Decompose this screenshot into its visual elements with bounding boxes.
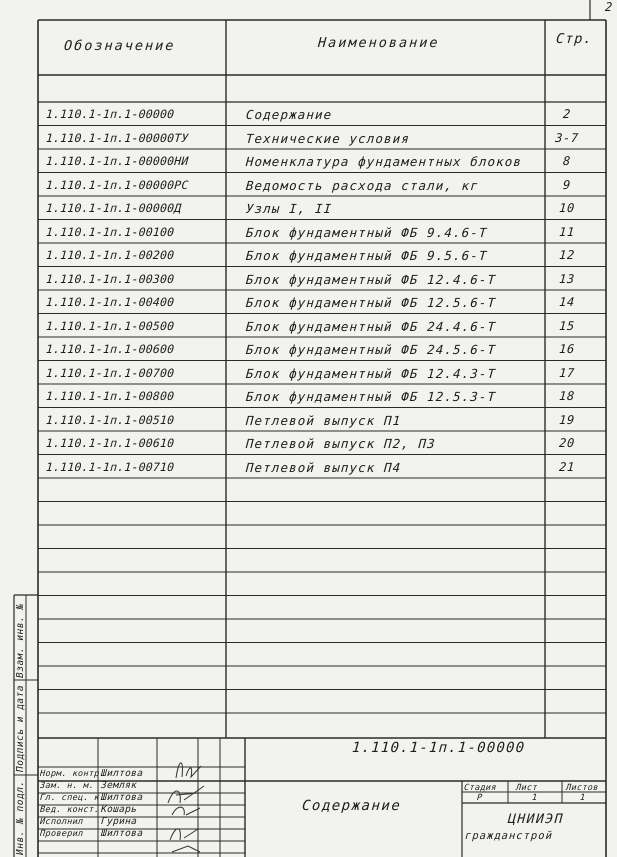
row-page: 3-7	[554, 130, 580, 145]
row-code: 1.110.1-1п.1-00610	[45, 436, 175, 450]
signatory-role: Норм. контр.	[39, 769, 106, 779]
row-page: 21	[558, 459, 576, 474]
header-name: Наименование	[317, 35, 441, 51]
row-page: 10	[558, 201, 576, 215]
row-code: 1.110.1-1п.1-00600	[45, 342, 175, 356]
row-page: 2	[562, 107, 572, 121]
signatory-role: Вед. конст.	[39, 805, 100, 815]
row-code: 1.110.1-1п.1-00300	[45, 271, 175, 286]
row-page: 15	[558, 318, 576, 333]
row-name: Блок фундаментный ФБ 12.5.6-Т	[245, 295, 497, 310]
sheet-label: Лист	[515, 783, 539, 793]
row-code: 1.110.1-1п.1-00000ТУ	[45, 130, 189, 145]
row-page: 8	[562, 154, 572, 168]
document-title: Содержание	[301, 798, 402, 814]
row-code: 1.110.1-1п.1-00000РС	[45, 177, 189, 192]
side-vzam-inv: Взам. инв. №	[15, 603, 26, 678]
row-page: 20	[558, 436, 576, 450]
row-page: 9	[562, 177, 572, 192]
document-code: 1.110.1-1п.1-00000	[351, 740, 526, 756]
row-page: 11	[558, 224, 576, 239]
row-name: Блок фундаментный ФБ 24.4.6-Т	[245, 318, 497, 334]
row-code: 1.110.1-1п.1-00800	[45, 389, 175, 403]
row-name: Блок фундаментный ФБ 24.5.6-Т	[245, 342, 497, 357]
signatory-role: Гл. спец. к.	[39, 793, 106, 803]
row-page: 12	[558, 248, 576, 262]
signatory-name: Шилтова	[100, 768, 144, 779]
org-sub: гражданстрой	[464, 830, 554, 842]
row-name: Технические условия	[245, 130, 411, 146]
row-code: 1.110.1-1п.1-00000Д	[45, 201, 182, 215]
row-page: 14	[558, 295, 576, 309]
side-podpis-data: Подпись и дата	[15, 684, 26, 772]
signatory-name: Кошарь	[100, 804, 138, 815]
row-name: Ведомость расхода стали, кг	[245, 177, 480, 193]
signatory-name: Земляк	[100, 780, 138, 791]
row-code: 1.110.1-1п.1-00700	[45, 365, 175, 380]
row-code: 1.110.1-1п.1-00000	[45, 107, 175, 121]
row-code: 1.110.1-1п.1-00000НИ	[45, 154, 189, 168]
header-designation: Обозначение	[63, 38, 176, 54]
row-name: Содержание	[245, 107, 333, 122]
row-name: Блок фундаментный ФБ 9.4.6-Т	[245, 224, 489, 240]
signatory-name: Шилтова	[100, 792, 144, 803]
signatory-name: Шилтова	[100, 828, 144, 839]
row-page: 17	[558, 365, 576, 380]
row-code: 1.110.1-1п.1-00100	[45, 224, 175, 239]
row-name: Блок фундаментный ФБ 12.4.6-Т	[245, 271, 497, 287]
row-page: 19	[558, 412, 576, 427]
row-name: Узлы I, II	[245, 201, 333, 216]
row-code: 1.110.1-1п.1-00500	[45, 318, 175, 333]
header-page: Стр.	[555, 31, 594, 47]
row-code: 1.110.1-1п.1-00400	[45, 295, 175, 309]
row-name: Блок фундаментный ФБ 12.5.3-Т	[245, 389, 497, 404]
signatory-role: Исполнил	[39, 817, 84, 827]
row-page: 18	[558, 389, 576, 403]
row-page: 13	[558, 271, 576, 286]
row-code: 1.110.1-1п.1-00200	[45, 248, 175, 262]
row-name: Петлевой выпуск П4	[245, 459, 402, 475]
row-name: Блок фундаментный ФБ 9.5.6-Т	[245, 248, 489, 263]
row-name: Петлевой выпуск П2, П3	[245, 436, 437, 451]
row-name: Блок фундаментный ФБ 12.4.3-Т	[245, 365, 497, 381]
sheets-value: 1	[579, 793, 586, 803]
stage-label: Стадия	[463, 783, 497, 793]
row-name: Номенклатура фундаментных блоков	[245, 154, 523, 169]
row-page: 16	[558, 342, 576, 356]
side-inv-podl: Инв. № подл.	[15, 780, 26, 855]
signatory-role: Проверил	[39, 829, 84, 839]
stage-value: Р	[476, 793, 483, 803]
sheets-label: Листов	[565, 783, 599, 793]
signatory-role: Зам. н. м.	[39, 781, 95, 791]
signatory-name: Гурина	[100, 816, 138, 827]
org-name: ЦНИИЭП	[507, 812, 565, 827]
row-code: 1.110.1-1п.1-00710	[45, 459, 175, 474]
sheet-value: 1	[531, 793, 538, 803]
sheet-number: 2	[604, 0, 614, 14]
row-code: 1.110.1-1п.1-00510	[45, 412, 175, 427]
row-name: Петлевой выпуск П1	[245, 412, 402, 428]
